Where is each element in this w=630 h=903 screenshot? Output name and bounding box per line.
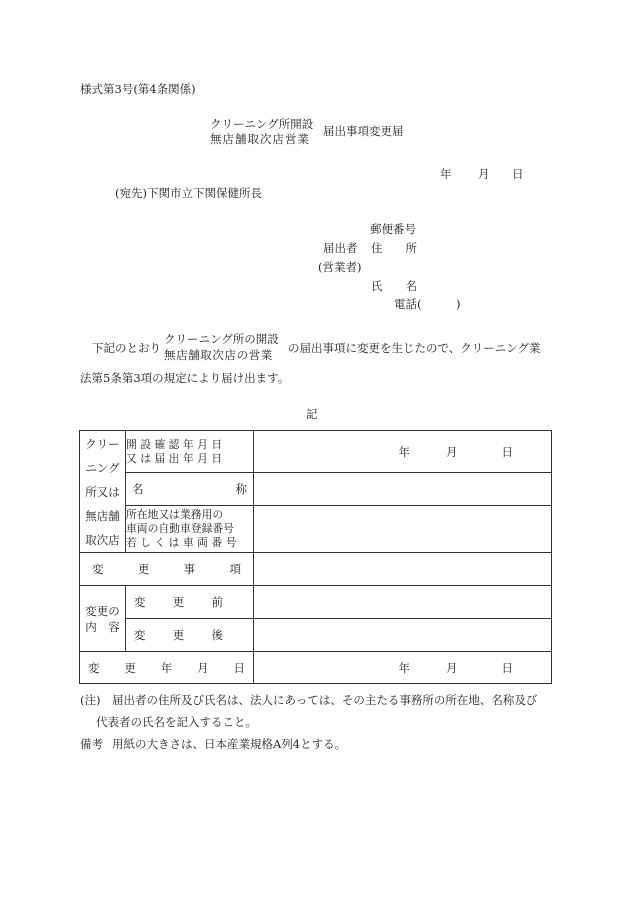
opening-month-unit: 月: [446, 444, 458, 459]
facility-name-field[interactable]: [254, 473, 552, 506]
row-change-item: [80, 553, 552, 586]
name-label: 氏 名: [371, 279, 417, 293]
name-row-label: 名 称: [126, 473, 254, 506]
title-line-1: クリーニング所開設: [210, 117, 314, 131]
note-label: (注): [80, 693, 101, 707]
phone-label: 電話( ): [394, 297, 461, 311]
change-group-line-1: 変更の: [85, 603, 120, 618]
group-label-1: クリー: [85, 436, 120, 451]
body-rest-1: の届出事項に変更を生じたので、クリーニング業: [288, 341, 541, 355]
opening-year-unit: 年: [398, 444, 410, 459]
group-label-4: 無店舗: [85, 508, 120, 523]
title-line-2: 無店舗取次店営業: [210, 132, 310, 146]
body-lead: 下記のとおり: [92, 341, 161, 355]
before-change-label: 変 更 前: [126, 586, 254, 619]
row-change-date: [80, 652, 552, 684]
change-year-unit: 年: [398, 660, 410, 675]
opening-day-unit: 日: [501, 444, 513, 459]
location-label: 所在地又は業務用の 車両の自動車登録番号 若 し く は 車 両 番 号: [126, 506, 254, 553]
change-group-line-2: 内 容: [85, 619, 120, 634]
note-line-1: 届出者の住所及び氏名は、法人にあっては、その主たる事務所の所在地、名称及び: [112, 693, 538, 707]
note-line-2: 代表者の氏名を記入すること。: [96, 715, 257, 729]
business-operator-label: (営業者): [318, 260, 362, 274]
group-label-5: 取次店: [85, 532, 120, 547]
change-date-label: 変 更 年 月 日: [80, 652, 254, 684]
after-change-field[interactable]: [254, 619, 552, 652]
remark-label: 備考: [80, 737, 103, 751]
header-year: 年: [440, 167, 452, 181]
body-stack-1: クリーニング所の開設: [164, 332, 279, 346]
row-before-change: [80, 586, 552, 619]
location-field[interactable]: [254, 506, 552, 553]
facility-type-cell: [80, 431, 126, 553]
ki-heading: 記: [306, 407, 318, 421]
after-change-label: 変 更 後: [126, 619, 254, 652]
header-month: 月: [478, 167, 490, 181]
group-label-3: 所又は: [85, 484, 120, 499]
change-item-field[interactable]: [254, 553, 552, 586]
header-day: 日: [512, 167, 524, 181]
change-date-field[interactable]: [254, 652, 552, 684]
row-after-change: [80, 619, 552, 652]
opening-date-field[interactable]: [254, 431, 552, 473]
notification-table: [79, 430, 552, 684]
row-location: [80, 506, 552, 553]
address-label: 住 所: [371, 241, 417, 255]
change-month-unit: 月: [446, 660, 458, 675]
title-suffix: 届出事項変更届: [323, 124, 404, 138]
change-content-cell: [80, 586, 126, 652]
group-label-2: ニング: [85, 460, 120, 475]
row-opening-date: [80, 431, 552, 473]
form-number: 様式第3号(第4条関係): [80, 82, 196, 96]
before-change-field[interactable]: [254, 586, 552, 619]
body-stack-2: 無店舗取次店の営業: [164, 348, 273, 362]
row-name: [80, 473, 552, 506]
opening-date-label: 開 設 確 認 年 月 日 又 は 届 出 年 月 日: [126, 431, 254, 473]
addressee: (宛先)下関市立下関保健所長: [115, 186, 262, 200]
change-item-label: 変 更 事 項: [80, 553, 254, 586]
body-line-2: 法第5条第3項の規定により届け出ます。: [80, 371, 290, 385]
applicant-label: 届出者: [323, 241, 358, 255]
postal-code-label: 郵便番号: [370, 222, 416, 236]
remark-text: 用紙の大きさは、日本産業規格A列4とする。: [112, 737, 347, 751]
change-day-unit: 日: [501, 660, 513, 675]
